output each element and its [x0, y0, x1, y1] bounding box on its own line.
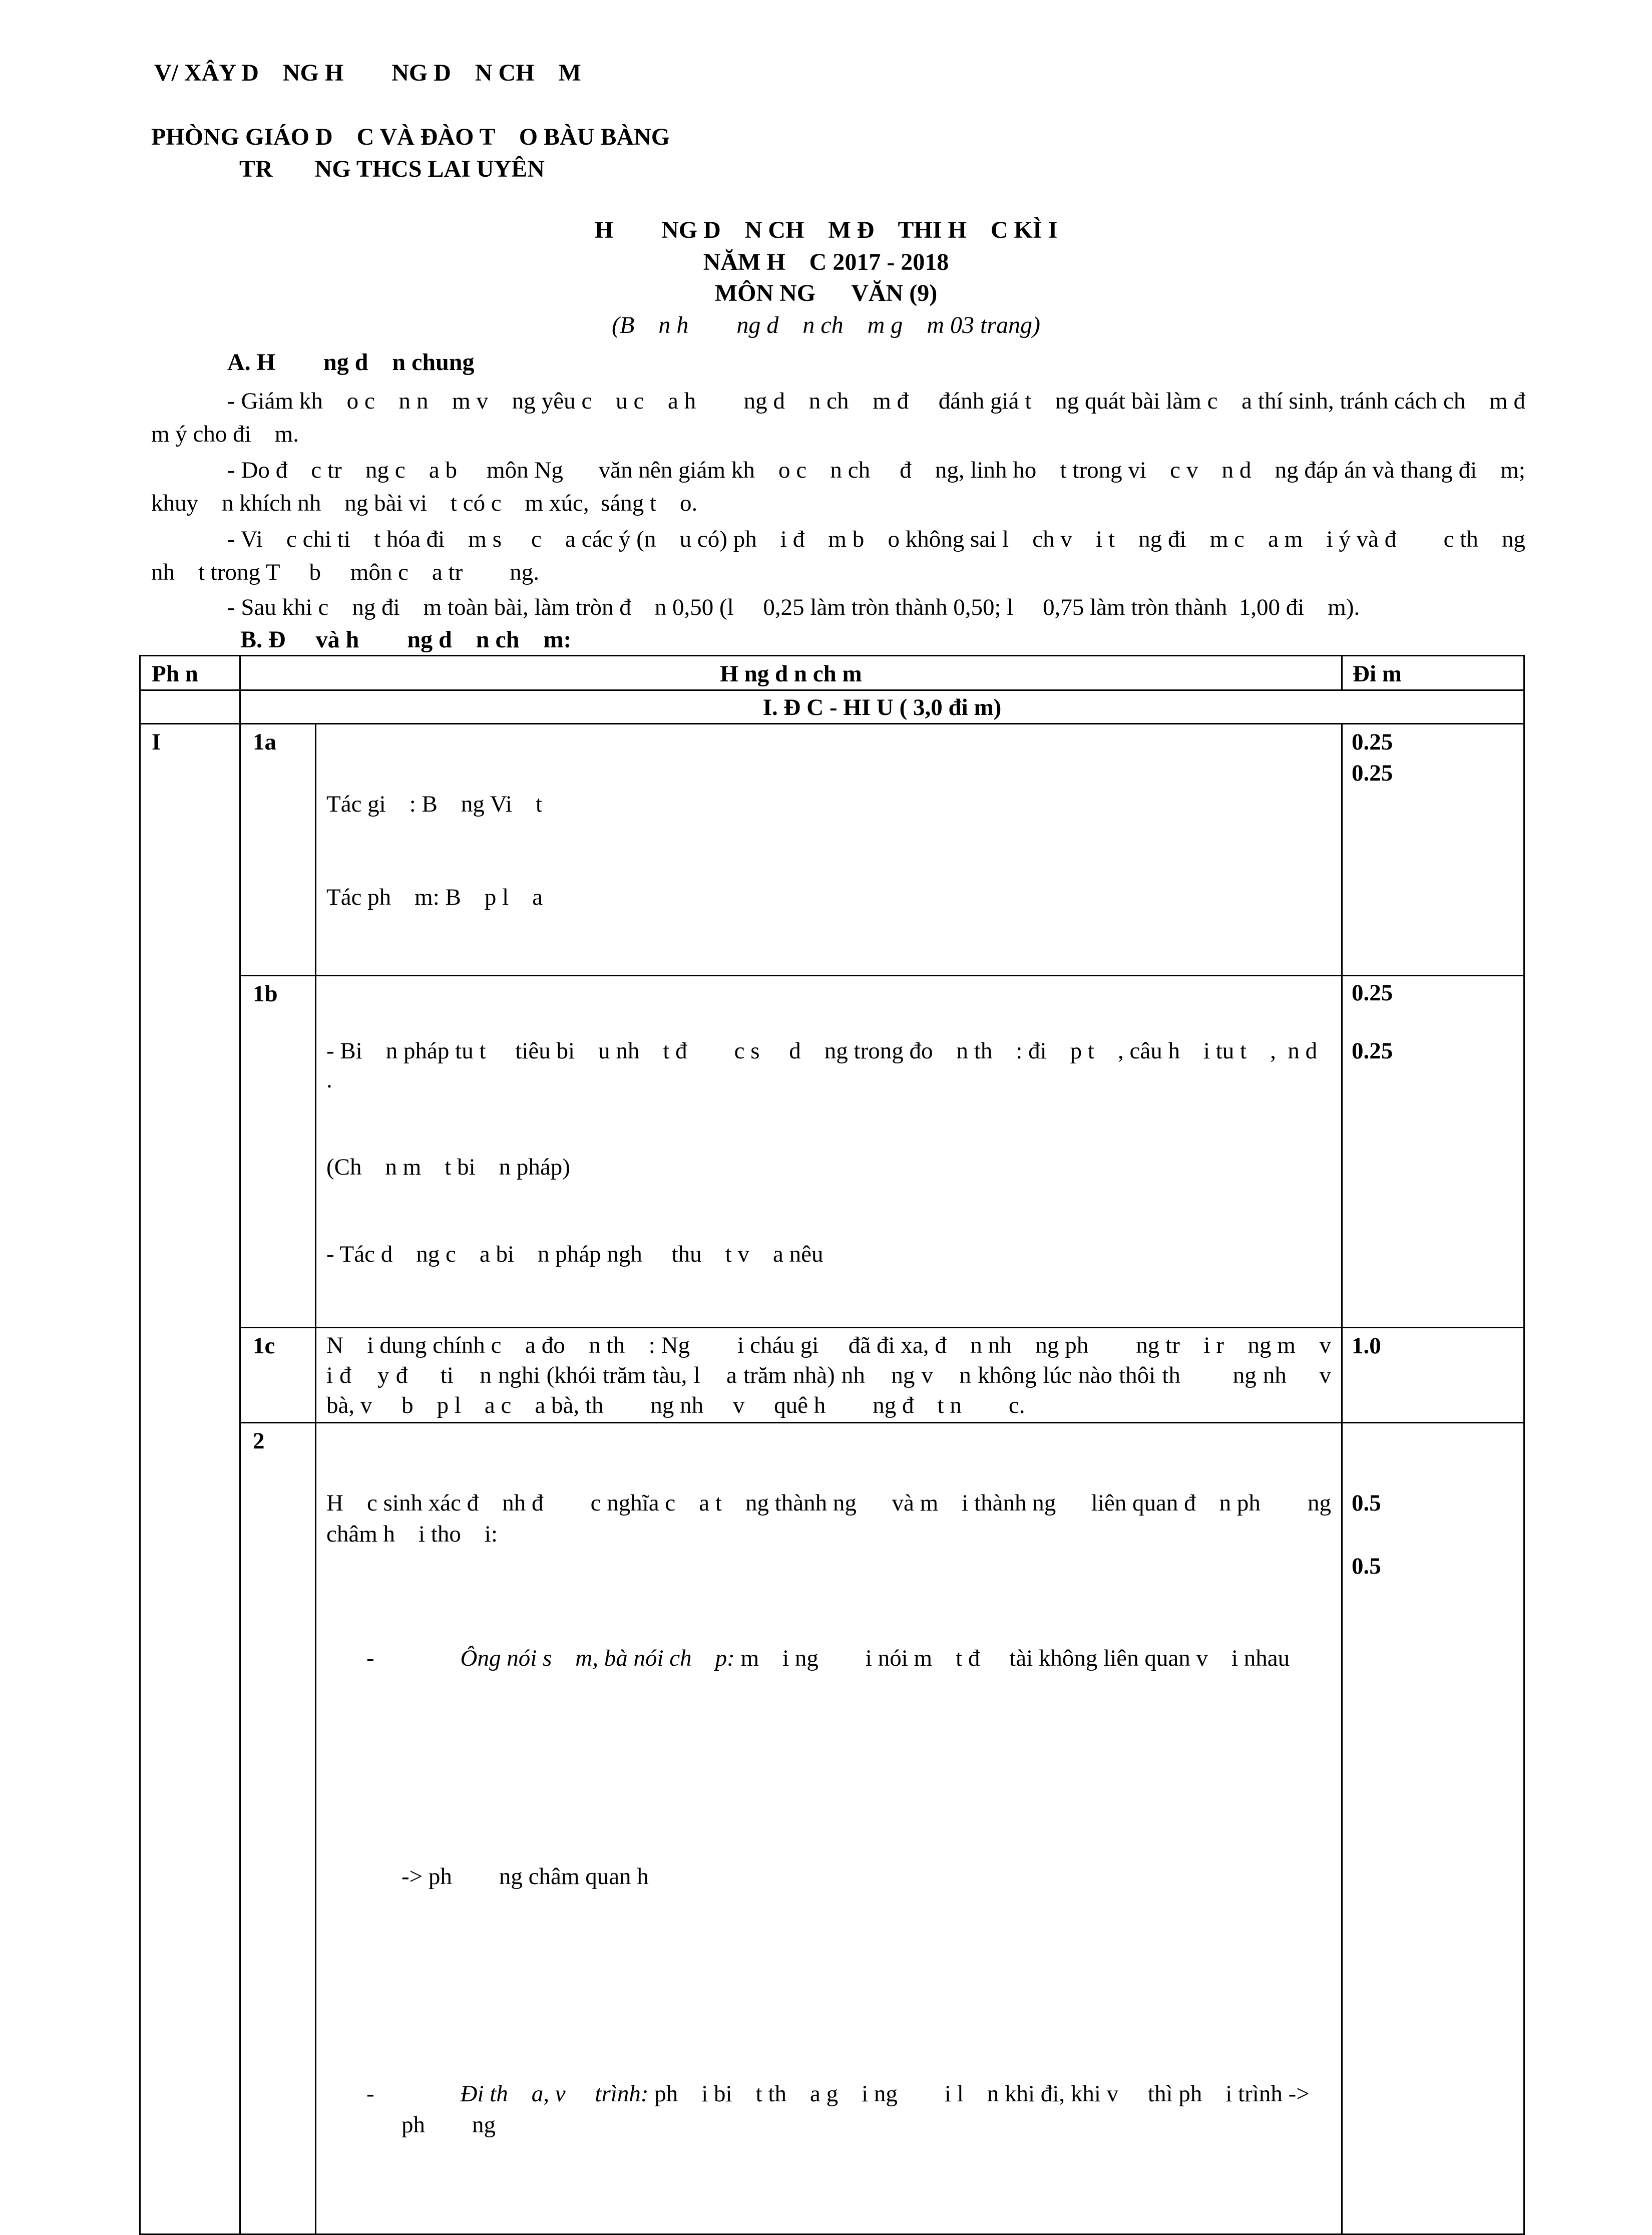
answer-text: N i dung chính c a đo n th : Ng i cháu gi đã đi xa, đ n nh ng ph ng tr i r ng m v i đ y đ ti n nghi (khói trăm tàu, l a trăm nhà) nh ng v n không lúc nào thôi th ng nh v bà, v b p l a c a bà, th ng nh v quê h ng đ t n c.: [326, 1332, 1361, 1418]
score-value: 0.25: [1352, 760, 1393, 786]
table-header-row: [140, 656, 1524, 690]
idiom-item: - Ông nói s m, bà nói ch p: m i ng i nói m t đ tài không liên quan v i nhau: [366, 1645, 1290, 1671]
answer-line: Tác ph m: B p l a: [326, 884, 543, 910]
score-value: 0.5: [1352, 1553, 1381, 1579]
header-guide: H ng d n ch m: [240, 656, 1342, 690]
header-score: Đi m: [1342, 656, 1524, 690]
guideline-paragraph: - Do đ c tr ng c a b môn Ng văn nên giám kh o c n ch đ ng, linh ho t trong vi c v n d ng đáp án và thang đi m; khuy n khích nh ng bài vi t có c m xúc, sáng t o.: [151, 457, 1531, 516]
score-cell: [1342, 976, 1524, 1328]
answer-cell: [316, 724, 1342, 976]
answer-intro: H c sinh xác đ nh đ c nghĩa c a t ng thành ng và m i thành ng liên quan đ n ph ng châm h i tho i:: [326, 1490, 1337, 1547]
answer-line: - Tác d ng c a bi n pháp ngh thu t v a nêu: [326, 1241, 823, 1267]
question-label: 2: [240, 1423, 316, 2234]
answer-line: Tác gi : B ng Vi t: [326, 791, 543, 817]
answer-cell: [316, 976, 1342, 1328]
idiom-item: - Đi th a, v trình: ph i bi t th a g i ng i l n khi đi, khi v thì ph i trình -> ph ng: [366, 2081, 1316, 2138]
table-row: [140, 724, 1524, 976]
score-cell: [1342, 1423, 1524, 2234]
part-label: I: [140, 724, 240, 2234]
score-value: 0.25: [1352, 980, 1393, 1006]
score-value: 0.25: [1352, 729, 1393, 755]
question-label: 1a: [240, 724, 316, 976]
department-line: PHÒNG GIÁO D C VÀ ĐÀO T O BÀU BÀNG: [151, 124, 670, 150]
answer-cell: [316, 1423, 1342, 2234]
answer-line: (Ch n m t bi n pháp): [326, 1154, 570, 1180]
table-row: [140, 1328, 1524, 1423]
table-row: [140, 976, 1524, 1328]
idiom-result: -> ph ng châm quan h: [401, 1864, 672, 1890]
guideline-paragraph: - Vi c chi ti t hóa đi m s c a các ý (n u có) ph i đ m b o không sai l ch v i t ng đi m c a m i ý và đ c th ng nh t trong T b môn c a tr ng.: [151, 526, 1531, 585]
answer-line: - Bi n pháp tu t tiêu bi u nh t đ c s d ng trong đo n th : đi p t , câu h i tu t , n d .: [326, 1038, 1341, 1093]
part-heading: I. Đ C - HI U ( 3,0 đi m): [240, 690, 1524, 724]
grading-table: [139, 655, 1525, 2235]
answer-cell: [316, 1328, 1361, 1423]
subject-line: MÔN NG VĂN (9): [714, 280, 938, 306]
score-cell: [1342, 1328, 1524, 1423]
document-title: H NG D N CH M Đ THI H C KÌ I: [594, 217, 1058, 243]
section-b-title: B. Đ và h ng d n ch m:: [240, 626, 572, 653]
score-value: 1.0: [1352, 1333, 1381, 1359]
score-cell: [1342, 724, 1524, 976]
question-label: 1c: [240, 1328, 316, 1423]
guideline-paragraph: - Giám kh o c n n m v ng yêu c u c a h ng d n ch m đ đánh giá t ng quát bài làm c a thí sinh, tránh cách ch m đ m ý cho đi m.: [151, 388, 1549, 447]
page-count-note: (B n h ng d n ch m g m 03 trang): [612, 312, 1040, 338]
part-heading-row: [140, 690, 1524, 724]
school-line: TR NG THCS LAI UYÊN: [239, 156, 545, 182]
score-value: 0.25: [1352, 1038, 1393, 1064]
school-year: NĂM H C 2017 - 2018: [703, 249, 949, 275]
section-a-title: A. H ng d n chung: [227, 349, 475, 376]
guideline-paragraph: - Sau khi c ng đi m toàn bài, làm tròn đ n 0,50 (l 0,25 làm tròn thành 0,50; l 0,75 làm tròn thành 1,00 đi m).: [227, 594, 1360, 620]
section-title: V/ XÂY D NG H NG D N CH M: [154, 60, 581, 86]
table-row: [140, 1423, 1524, 2234]
header-part: Ph n: [140, 656, 240, 690]
score-value: 0.5: [1352, 1490, 1381, 1516]
question-label: 1b: [240, 976, 316, 1328]
